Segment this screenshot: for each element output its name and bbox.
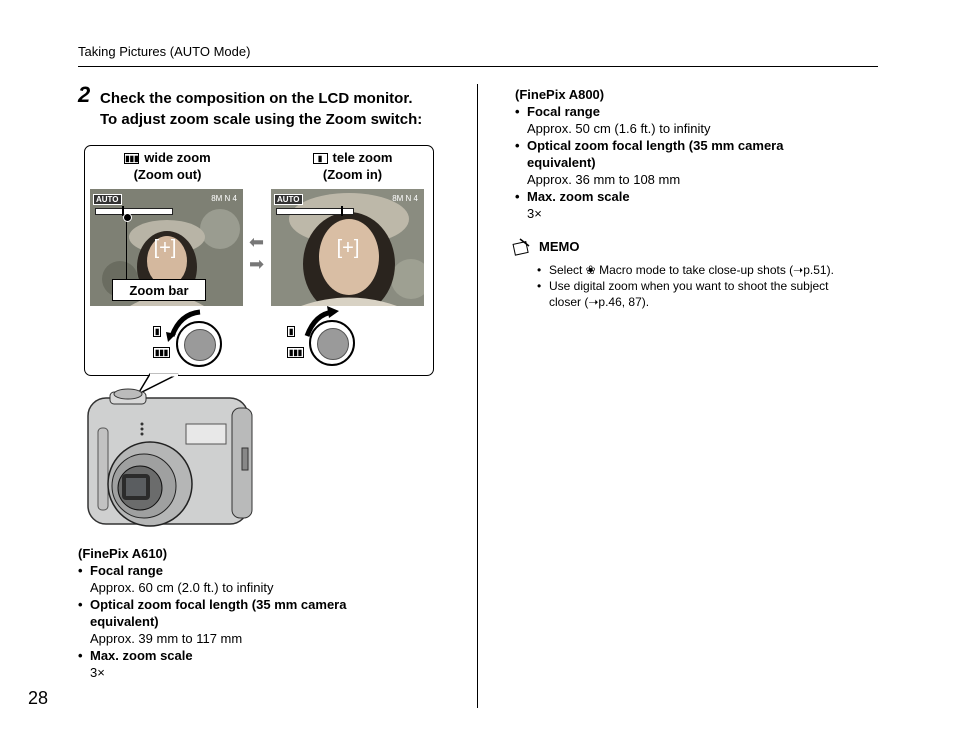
a800-optical-value: Approx. 36 mm to 108 mm <box>527 172 681 187</box>
a610-focal-range-label: • Focal range <box>78 562 346 579</box>
memo-title: MEMO <box>539 239 580 254</box>
dial-tele-wide-icon: ▮▮▮ <box>289 348 303 357</box>
column-divider <box>477 84 478 708</box>
section-header: Taking Pictures (AUTO Mode) <box>78 44 251 59</box>
wide-zoom-label: ▮▮▮ wide zoom (Zoom out) <box>125 150 211 182</box>
a800-specs <box>515 86 783 222</box>
page-number: 28 <box>28 688 49 708</box>
dial-wide-wide-icon: ▮▮▮ <box>155 348 169 357</box>
zoom-bar-label: Zoom bar <box>112 279 206 301</box>
a800-max-zoom-value: 3× <box>527 206 542 221</box>
tele-zoom-label: ▮ tele zoom (Zoom in) <box>285 149 420 183</box>
dial-tele-tele-icon: ▮ <box>289 327 294 336</box>
dial-wide-tele-icon: ▮ <box>155 327 160 336</box>
a800-focal-range-value: Approx. 50 cm (1.6 ft.) to infinity <box>527 121 711 136</box>
memo-item-macro: • Select ❀ Macro mode to take close-up shots (➝p.51). <box>537 262 877 278</box>
a800-focal-range-label: • Focal range <box>515 103 783 120</box>
zoom-switch-wide <box>176 321 222 367</box>
arrow-right-icon: ➡ <box>249 254 265 274</box>
a610-model: (FinePix A610) <box>78 546 168 561</box>
zoom-bar-tele-indicator <box>341 206 343 216</box>
a610-specs <box>78 545 346 681</box>
header-rule <box>78 66 878 67</box>
a800-model: (FinePix A800) <box>515 87 605 102</box>
step-line-2: To adjust zoom scale using the Zoom switch: <box>100 111 423 128</box>
camera-illustration <box>82 388 258 530</box>
af-frame-tele: [+] <box>336 237 360 259</box>
step-line-1: Check the composition on the LCD monitor. <box>100 90 413 107</box>
memo-icon <box>512 238 532 256</box>
step-instructions <box>100 88 422 130</box>
lcd-tele-auto-indicator: AUTO <box>274 194 303 205</box>
a800-optical-label: • Optical zoom focal length (35 mm camera equivalent) <box>515 137 783 171</box>
arrow-left-icon: ⬅ <box>249 232 265 252</box>
a610-max-zoom-value: 3× <box>90 665 105 680</box>
a610-optical-label: • Optical zoom focal length (35 mm camera equivalent) <box>78 596 346 630</box>
memo-item-digital-zoom: • Use digital zoom when you want to shoot the subject closer (➝p.46, 87). <box>537 278 877 310</box>
tele-zoom-icon: ▮ <box>313 153 328 164</box>
lcd-tele-quality: 8M N 4 <box>392 194 418 203</box>
af-frame-wide: [+] <box>153 237 177 259</box>
zoom-bar-leader-dot <box>123 213 132 222</box>
a610-focal-range-value: Approx. 60 cm (2.0 ft.) to infinity <box>90 580 274 595</box>
lcd-wide-quality: 8M N 4 <box>211 194 237 203</box>
a800-max-zoom-label: • Max. zoom scale <box>515 188 783 205</box>
a610-optical-value: Approx. 39 mm to 117 mm <box>90 631 243 646</box>
memo-list <box>537 262 877 310</box>
zoom-bar-wide <box>95 208 173 215</box>
lcd-tele-view <box>271 189 424 306</box>
step-number: 2 <box>78 82 91 107</box>
wide-zoom-icon: ▮▮▮ <box>125 154 139 163</box>
zoom-bar-leader-line <box>126 216 127 279</box>
zoom-switch-tele <box>309 320 355 366</box>
lcd-wide-auto-indicator: AUTO <box>93 194 122 205</box>
a610-max-zoom-label: • Max. zoom scale <box>78 647 346 664</box>
